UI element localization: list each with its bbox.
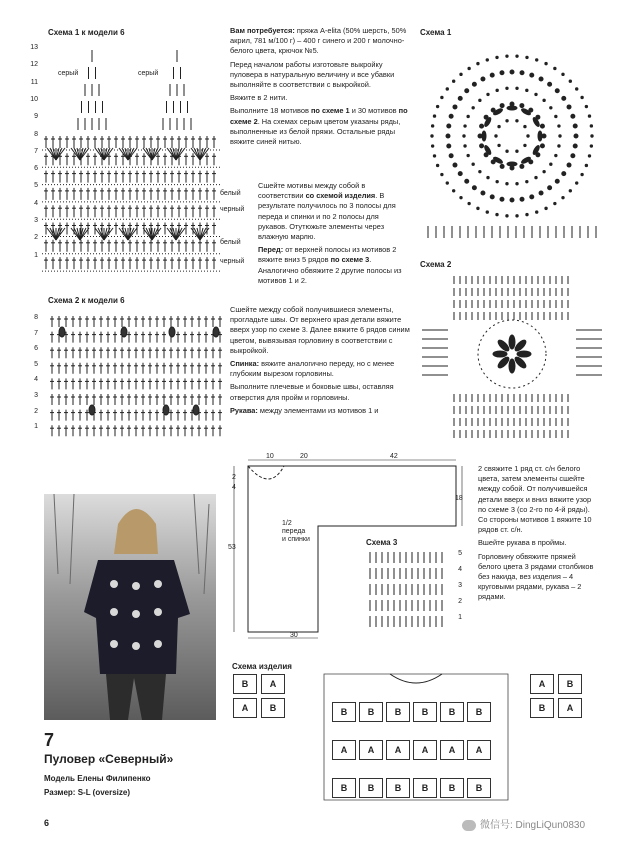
row-number: 2 — [34, 234, 38, 242]
row-number: 10 — [30, 95, 38, 103]
model-size: Размер: S-L (oversize) — [44, 788, 131, 797]
instr-p2: Перед началом работы изготовьте выкройку пуловера в натуральную величину и все убавки выполняйте в соответствии с выкройкой. — [230, 59, 395, 90]
model-author: Модель Елены Филипенко — [44, 774, 151, 783]
motif1-chart — [418, 36, 606, 242]
instr-p6c: по схеме 3 — [330, 255, 370, 265]
model-photo — [44, 494, 216, 720]
schema3-chart — [366, 550, 448, 636]
row-number: 8 — [34, 130, 38, 138]
row-number: 1 — [34, 423, 38, 431]
row-number: 7 — [34, 147, 38, 155]
layout-cell: A — [233, 698, 257, 718]
row-number: 2 — [34, 407, 38, 415]
instr-p11: 2 свяжите 1 ряд ст. с/н белого цвета, затем элементы сшейте между собой. От получившейся детали вверх и вниз вяжите узор по схеме 3 (со 2-го по 4-й ряды). Со стороны мотивов 1 вяжите 10 рядов ст. с/н. — [478, 464, 592, 535]
page-number: 6 — [44, 818, 50, 828]
piece-label-1: 1/2 — [282, 520, 292, 527]
layout-cell: B — [413, 702, 437, 722]
layout-cell: A — [413, 740, 437, 760]
row-number: 6 — [34, 345, 38, 353]
layout-cell: A — [332, 740, 356, 760]
layout-cell: A — [261, 674, 285, 694]
instr-p4b: по схеме 1 — [310, 106, 350, 116]
instr-p4e: . На схемах серым цветом указаны ряды, выполненные из белой пряжи. Остальные ряды вяжите синей нитью. — [230, 116, 401, 147]
row-number: 13 — [30, 44, 38, 51]
layout-cell: B — [386, 778, 410, 798]
piece-label-2: переда — [282, 528, 306, 535]
row-number: 7 — [34, 329, 38, 337]
model-title: Пуловер «Северный» — [44, 752, 174, 766]
instr-p9: Выполните плечевые и боковые швы, оставляя отверстия для пройм и горловины. — [230, 382, 394, 402]
row-number: 4 — [34, 199, 38, 207]
layout-cell: B — [440, 778, 464, 798]
piece-label-3: и спинки — [282, 536, 310, 543]
wechat-text: 微信号: DingLiQun0830 — [480, 820, 586, 831]
instr-p8b: вяжите аналогично переду, но с менее глубоким вырезом горловины. — [230, 359, 395, 379]
row-number: 4 — [458, 566, 462, 573]
instr-p10a: Рукава: — [230, 405, 258, 415]
schema1-title: Схема 1 к модели 6 — [48, 28, 125, 37]
instr-p4d: по схеме 2 — [230, 106, 408, 126]
instr-p5c: . В результате получилось по 3 полосы для переда и спинки и по 2 полосы для рукавов. Отутюжьте элементы через влажную марлю. — [258, 191, 396, 242]
piece-label — [282, 520, 310, 544]
row-number: 9 — [34, 113, 38, 121]
layout-cell: A — [530, 674, 554, 694]
layout-cell: B — [467, 778, 491, 798]
layout-scheme-title: Схема изделия — [232, 662, 292, 671]
instructions-text-2 — [258, 181, 410, 289]
materials-heading: Вам потребуется: — [230, 26, 295, 35]
instr-p3: Вяжите в 2 нити. — [230, 93, 288, 103]
layout-cell: B — [332, 702, 356, 722]
layout-cell: B — [233, 674, 257, 694]
instr-p8a: Спинка: — [230, 359, 260, 369]
motif2-chart — [418, 270, 606, 442]
row-number: 12 — [30, 61, 38, 69]
row-number: 4 — [34, 376, 38, 384]
layout-cell: B — [558, 674, 582, 694]
label-gray-right: серый — [138, 70, 159, 77]
layout-cell: A — [386, 740, 410, 760]
layout-cell: B — [467, 702, 491, 722]
label-black-2: черный — [220, 258, 245, 265]
row-number: 11 — [30, 78, 38, 86]
row-number: 3 — [34, 392, 38, 399]
layout-cell: A — [467, 740, 491, 760]
materials-text: пряжа A-elita (50% шерсть, 50% акрил, 781 м/100 г) – 400 г синего и 200 г молочно-белого цвета, крючок №5. — [230, 26, 407, 56]
layout-cell: A — [440, 740, 464, 760]
layout-cell: B — [359, 702, 383, 722]
schema3-title: Схема 3 — [366, 538, 398, 547]
instr-p5b: со схемой изделия — [305, 191, 376, 201]
instr-p10b: между элементами из мотивов 1 и — [257, 405, 379, 415]
layout-cell: B — [359, 778, 383, 798]
instructions-text-3 — [230, 305, 410, 419]
dim-2: 2 — [232, 474, 236, 481]
row-number: 1 — [34, 251, 38, 259]
instr-p7: Сшейте между собой получившиеся элементы, прогладьте швы. От верхнего края детали вяжите вверх узор по схеме 3. Далее вяжите 6 рядов синим цветом, вывязывая горловину в соответствии с выкройкой. — [230, 305, 410, 355]
dim-10: 10 — [266, 453, 274, 460]
layout-cell: B — [530, 698, 554, 718]
wechat-icon — [462, 820, 476, 831]
schema2-left-chart — [48, 312, 230, 452]
layout-cell: B — [261, 698, 285, 718]
row-number: 3 — [458, 582, 462, 589]
schema2-left-title: Схема 2 к модели 6 — [48, 296, 125, 305]
instr-p12: Вшейте рукава в проймы. — [478, 538, 567, 548]
row-number: 1 — [458, 614, 462, 621]
instr-p6a: Перед: — [258, 245, 284, 255]
dim-53: 53 — [228, 544, 236, 551]
dim-30: 30 — [290, 632, 298, 639]
layout-cell: A — [359, 740, 383, 760]
row-number: 2 — [458, 598, 462, 605]
instructions-text — [230, 26, 410, 150]
dim-4: 4 — [232, 484, 236, 491]
instr-p4c: и 30 мотивов — [349, 106, 399, 116]
instr-p5a: Сшейте мотивы между собой в соответствии — [258, 181, 366, 201]
instructions-text-4 — [478, 464, 596, 606]
row-number: 5 — [458, 550, 462, 557]
dim-18: 18 — [455, 495, 463, 502]
row-number: 6 — [34, 165, 38, 173]
row-number: 5 — [34, 360, 38, 368]
instr-p13: Горловину обвяжите пряжей белого цвета 3 рядами столбиков без накида, вез изделия – 4 круговыми рядами, рукава – 2 рядами. — [478, 551, 594, 602]
dim-20: 20 — [300, 453, 308, 460]
instr-p4a: Выполните 18 мотивов — [230, 106, 311, 116]
layout-cell: B — [386, 702, 410, 722]
model-number: 7 — [44, 730, 55, 750]
motif2-title: Схема 2 — [420, 260, 452, 269]
label-white-2: белый — [220, 239, 241, 246]
wechat-watermark — [462, 816, 585, 831]
motif1-title: Схема 1 — [420, 28, 452, 37]
layout-cell: B — [440, 702, 464, 722]
dim-42: 42 — [390, 453, 398, 460]
label-black-1: черный — [220, 206, 245, 213]
model-photo-figure — [44, 494, 216, 720]
layout-cell: B — [413, 778, 437, 798]
instr-p6b: от верхней полосы из мотивов 2 вяжите вниз 5 рядов — [258, 245, 397, 265]
layout-cell: B — [332, 778, 356, 798]
row-number: 3 — [34, 217, 38, 224]
row-number: 5 — [34, 182, 38, 190]
instr-p6d: . Аналогично обвяжите 2 другие полосы из мотивов 1 и 2. — [258, 255, 402, 285]
label-white-1: белый — [220, 190, 241, 197]
layout-cell: A — [558, 698, 582, 718]
label-gray-left: серый — [58, 70, 79, 77]
row-number: 8 — [34, 314, 38, 321]
